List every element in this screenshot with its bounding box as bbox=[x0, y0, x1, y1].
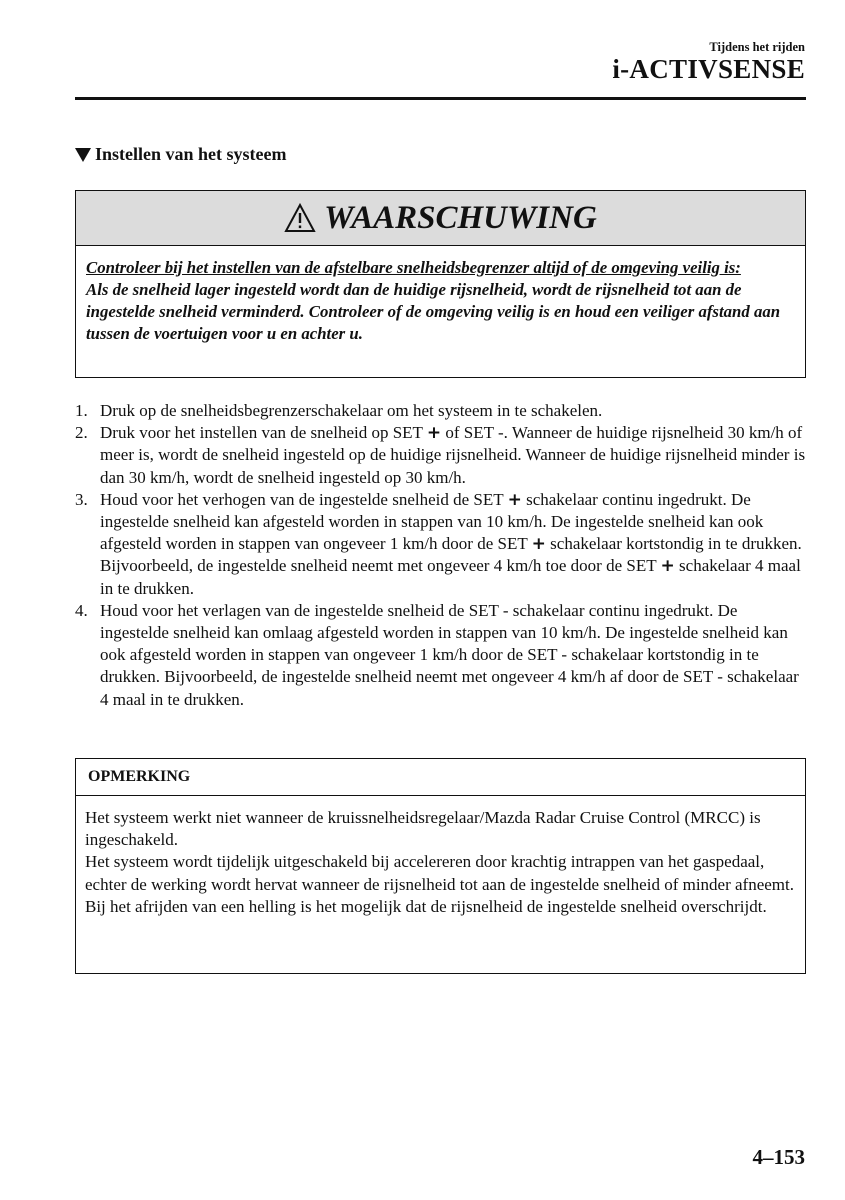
note-title: OPMERKING bbox=[76, 759, 805, 796]
header-subtitle: Tijdens het rijden bbox=[709, 40, 805, 54]
warning-triangle-icon bbox=[284, 203, 316, 233]
note-body bbox=[76, 796, 805, 918]
step-number: 1. bbox=[75, 401, 88, 420]
step-text: Druk op de snelheidsbegrenzerschakelaar om het systeem in te schakelen. bbox=[100, 401, 603, 420]
steps-list bbox=[75, 400, 810, 711]
step-number: 4. bbox=[75, 600, 88, 620]
step-number: 2. bbox=[75, 423, 88, 443]
section-heading-text: Instellen van het systeem bbox=[95, 144, 287, 164]
note-paragraph: Bij het afrijden van een helling is het mogelijk dat de rijsnelheid de ingestelde snelheid overschrijdt. bbox=[85, 896, 767, 916]
header-title: i-ACTIVSENSE bbox=[612, 54, 805, 84]
step-item bbox=[75, 600, 810, 711]
step-text: Druk voor het instellen van de snelheid op SET bbox=[100, 423, 427, 443]
triangle-bullet-icon bbox=[75, 148, 91, 162]
warning-header bbox=[76, 191, 805, 246]
warning-box bbox=[75, 190, 806, 378]
step-item bbox=[75, 422, 810, 489]
step-number: 3. bbox=[75, 489, 88, 509]
plus-icon: + bbox=[531, 534, 546, 555]
warning-title: WAARSCHUWING bbox=[324, 199, 597, 236]
warning-body bbox=[76, 246, 805, 345]
note-box bbox=[75, 758, 806, 974]
plus-icon: + bbox=[660, 556, 675, 577]
header-rule bbox=[75, 97, 806, 100]
section-heading bbox=[75, 144, 287, 165]
warning-text: Als de snelheid lager ingesteld wordt dan de huidige rijsnelheid, wordt de rijsnelheid tot aan de ingestelde snelheid verminderd. Controleer of de omgeving veilig is en houd een veiliger afstand aan tussen de voertuigen voor u en achter u. bbox=[86, 280, 781, 343]
step-text: Houd voor het verlagen van de ingestelde snelheid de SET - schakelaar continu ingedrukt. De ingestelde snelheid kan omlaag afgesteld worden in stappen van 10 km/h. De ingestelde snelheid kan ook afgesteld worden in stappen van ongeveer 1 km/h door de SET - schakelaar kortstondig in te drukken. Bijvoorbeeld, de ingestelde snelheid neemt met ongeveer 4 km/h af door de SET - schakelaar 4 maal in te drukken. bbox=[100, 600, 799, 709]
page-number: 4–153 bbox=[752, 1145, 805, 1169]
step-text: schakelaar kortstondig in te drukken. Bijvoorbeeld, de ingestelde snelheid neemt met ongeveer 4 km/h toe door de SET bbox=[100, 534, 802, 576]
step-item bbox=[75, 400, 810, 422]
warning-intro: Controleer bij het instellen van de afstelbare snelheidsbegrenzer altijd of de omgeving veilig is: bbox=[86, 258, 741, 277]
step-text: schakelaar 4 maal in te drukken. bbox=[100, 556, 801, 598]
note-paragraph: Het systeem werkt niet wanneer de kruissnelheidsregelaar/Mazda Radar Cruise Control (MRCC) is ingeschakeld. bbox=[85, 808, 761, 850]
plus-icon: + bbox=[426, 423, 442, 444]
note-paragraph: Het systeem wordt tijdelijk uitgeschakeld bij accelereren door krachtig intrappen van het gaspedaal, echter de werking wordt hervat wanneer de rijsnelheid tot aan de ingestelde snelheid of minder afneemt. bbox=[85, 852, 795, 894]
step-item bbox=[75, 489, 810, 600]
step-text: of SET -. Wanneer de huidige rijsnelheid 30 km/h of meer is, wordt de snelheid ingesteld op de huidige rijsnelheid. Wanneer de huidige rijsnelheid minder is dan 30 km/h, wordt de snelheid ingesteld op 30 km/h. bbox=[100, 423, 806, 487]
step-text: Houd voor het verhogen van de ingestelde snelheid de SET bbox=[100, 489, 508, 509]
plus-icon: + bbox=[507, 489, 522, 510]
step-text: schakelaar continu ingedrukt. De ingestelde snelheid kan afgesteld worden in stappen van 10 km/h. De ingestelde snelheid kan ook afgesteld worden in stappen van ongeveer 1 km/h door de SET bbox=[100, 489, 764, 554]
